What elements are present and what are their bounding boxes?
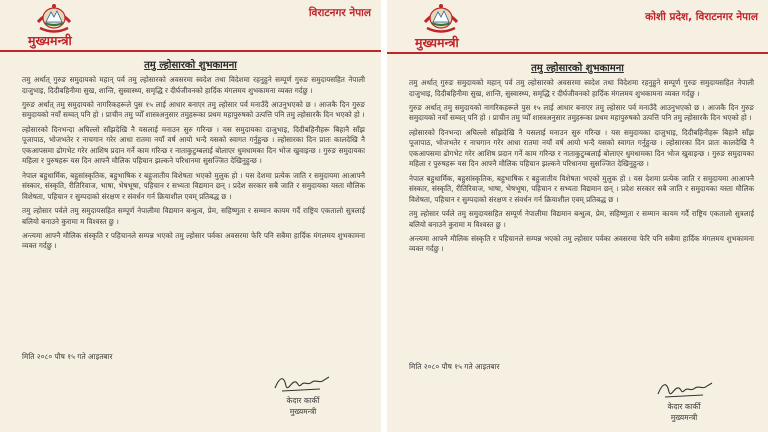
signer-name: केदार कार्की xyxy=(286,396,320,405)
body-paragraph: गुरुङ अर्थात् तमु समुदायको नागरिकहरूले पुस १५ लाई आधार बनाएर तमु ल्होसार पर्व मनाउँदै आउनुभएको छ । आजकै दिन गुरुङ समुदायको नयाँ सम्वत् पनि हो । प्राचीन तमु प्योँ शास्त्रअनुसार तमुहरूका प्रथम महापुरुषको उत्पत्ति पनि तमु ल्होसारकै दिन भएको हो । xyxy=(409,102,754,123)
letter-date: मिति २०८० पौष १५ गते आइतबार xyxy=(409,362,500,371)
body-paragraph: ल्होसारको दिनभन्दा अघिल्लो साँझदेखि नै यसलाई मनाउन सुरु गरिन्छ । यस समुदायका दाजुभाइ, दिदीबहिनीहरू बिहानै साँझ पूजापाठ, भोजभतेर र नाचगान गरेर आधा रातमा नयाँ वर्ष आयो भन्दै यसको स्वागत गर्नुहुन्छ । ल्होसारका दिन प्रातः कालदेखि नै एकआपसमा ढोगभेट गरेर आशिष प्रदान गर्ने काम गरिन्छ र नाताकुटुम्बलाई बोलाएर धुमधामका दिन भोज खुवाइन्छ । गुरुङ समुदायका महिला र पुरुषहरू यस दिन आफ्नै मौलिक पहिचान झल्कने परिधानमा सुसज्जित देखिनुहुन्छ । xyxy=(409,127,754,169)
signer-name: केदार कार्की xyxy=(667,402,701,411)
header-divider xyxy=(0,50,381,52)
letter-body xyxy=(22,75,365,255)
nepal-emblem-icon xyxy=(421,0,461,36)
body-paragraph: अन्त्यमा आफ्नै मौलिक संस्कृति र पहिचानले सम्पन्न भएको तमु ल्होसार पर्वका अवसरमा फेरि पनि सबैमा हार्दिक मंगलमय शुभकामना व्यक्त गर्दछु । xyxy=(409,233,754,254)
body-paragraph: तमु ल्होसार पर्वले तमु समुदायसहित सम्पूर्ण नेपालीमा विद्यमान बन्धुत्व, प्रेम, सहिष्णुता र सम्मान कायम गर्दै राष्ट्रिय एकतालो सुत्रलाई बलियो बनाउने कुरामा म विश्वस्त छु । xyxy=(22,205,365,226)
body-paragraph: तमु अर्थात् गुरुङ समुदायको महान् पर्व तमु ल्होसारको अवसरमा स्वदेश तथा विदेशमा रहनुहुने सम्पूर्ण गुरुङ समुदायसहित नेपाली दाजुभाइ, दिदीबहिनीमा सुख, शान्ति, सुस्वास्थ्य, समृद्धि र दीर्घजीवनको हार्दिक मंगलमय शुभकामना व्यक्त गर्दछु । xyxy=(409,78,754,98)
letter-date: मिति २०८० पौष १५ गते आइतबार xyxy=(22,352,113,361)
signature-image xyxy=(655,378,715,400)
nepal-emblem-icon xyxy=(34,0,74,36)
office-location: कोशी प्रदेश, विराटनगर नेपाल xyxy=(645,11,758,23)
body-paragraph: नेपाल बहुधार्मिक, बहुसांस्कृतिक, बहुभाषिक र बहुजातीय विशेषता भएको मुलुक हो । यस देशमा प्रत्येक जाति र समुदायमा आआफ्नै संस्कार, संस्कृति, रीतिरिवाज, भाषा, भेषभूषा, पहिचान र सभ्यता विद्यमान छन् । प्रदेश सरकार सबै जाति र समुदायका यस्ता मौलिक विशेषता, पहिचान र सुम्पदाको संरक्षण र संवर्धन गर्न क्रियाशील एवम् प्रतिबद्ध छ । xyxy=(22,170,365,201)
letter-subject: तमु ल्होसारको शुभकामना xyxy=(144,60,237,71)
signer-block xyxy=(268,395,338,417)
body-paragraph: ल्होसारको दिनभन्दा अघिल्लो साँझदेखि नै यसलाई मनाउन सुरु गरिन्छ । यस समुदायका दाजुभाइ, दिदीबहिनीहरू बिहानै साँझ पूजापाठ, भोजभतेर र नाचगान गरेर आधा रातमा नयाँ वर्ष आयो भन्दै यसको स्वागत गर्नुहुन्छ । ल्होसारका दिन प्रातः कालदेखि नै एकआपसमा ढोगभेट गरेर आशिष प्रदान गर्ने काम गरिन्छ र नाताकुटुम्बलाई बोलाएर धुमधामका दिन भोज खुवाइन्छ । गुरुङ समुदायका महिला र पुरुषहरू यस दिन आफ्नै मौलिक पहिचान झल्कने परिधानमा सुसज्जित देखिनुहुन्छ । xyxy=(22,124,365,166)
office-title: मुख्यमन्त्री xyxy=(415,35,459,50)
office-location: विराटनगर नेपाल xyxy=(308,7,371,19)
letter-page-left xyxy=(0,0,381,432)
letterhead xyxy=(387,0,768,52)
signer-title: मुख्यमन्त्री xyxy=(670,413,698,422)
letter-subject: तमु ल्होसारको शुभकामना xyxy=(531,63,624,74)
body-paragraph: अन्त्यमा आफ्नै मौलिक संस्कृति र पहिचानले सम्पन्न भएको तमु ल्होसार पर्वका अवसरमा फेरि पनि सबैमा हार्दिक मंगलमय शुभकामना व्यक्त गर्दछु । xyxy=(22,230,365,251)
signer-block xyxy=(649,401,719,423)
body-paragraph: तमु ल्होसार पर्वले तमु समुदायसहित सम्पूर्ण नेपालीमा विद्यमान बन्धुत्व, प्रेम, सहिष्णुता र सम्मान कायम गर्दै राष्ट्रिय एकतालो सुत्रलाई बलियो बनाउने कुरामा म विश्वस्त छु । xyxy=(409,208,754,229)
signer-title: मुख्यमन्त्री xyxy=(289,407,317,416)
body-paragraph: गुरुङ अर्थात् तमु समुदायको नागरिकहरूले पुस १५ लाई आधार बनाएर तमु ल्होसार पर्व मनाउँदै आउनुभएको छ । आजकै दिन गुरुङ समुदायको नयाँ सम्वत् पनि हो । प्राचीन तमु प्योँ शास्त्रअनुसार तमुहरूका प्रथम महापुरुषको उत्पत्ति पनि तमु ल्होसारकै दिन भएको हो । xyxy=(22,99,365,120)
body-paragraph: तमु अर्थात् गुरुङ समुदायको महान् पर्व तमु ल्होसारको अवसरमा स्वदेश तथा विदेशमा रहनुहुने सम्पूर्ण गुरुङ समुदायसहित नेपाली दाजुभाइ, दिदीबहिनीमा सुख, शान्ति, सुस्वास्थ्य, समृद्धि र दीर्घजीवनको हार्दिक मंगलमय शुभकामना व्यक्त गर्दछु । xyxy=(22,75,365,95)
header-divider xyxy=(387,52,768,54)
signature-image xyxy=(272,372,332,394)
letter-page-right xyxy=(387,0,768,432)
body-paragraph: नेपाल बहुधार्मिक, बहुसांस्कृतिक, बहुभाषिक र बहुजातीय विशेषता भएको मुलुक हो । यस देशमा प्रत्येक जाति र समुदायमा आआफ्नै संस्कार, संस्कृति, रीतिरिवाज, भाषा, भेषभूषा, पहिचान र सभ्यता विद्यमान छन् । प्रदेश सरकार सबै जाति र समुदायका यस्ता मौलिक विशेषता, पहिचान र सुम्पदाको संरक्षण र संवर्धन गर्न क्रियाशील एवम् प्रतिबद्ध छ । xyxy=(409,173,754,204)
office-title: मुख्यमन्त्री xyxy=(28,33,72,48)
letter-body xyxy=(409,78,754,258)
letterhead xyxy=(0,0,381,52)
